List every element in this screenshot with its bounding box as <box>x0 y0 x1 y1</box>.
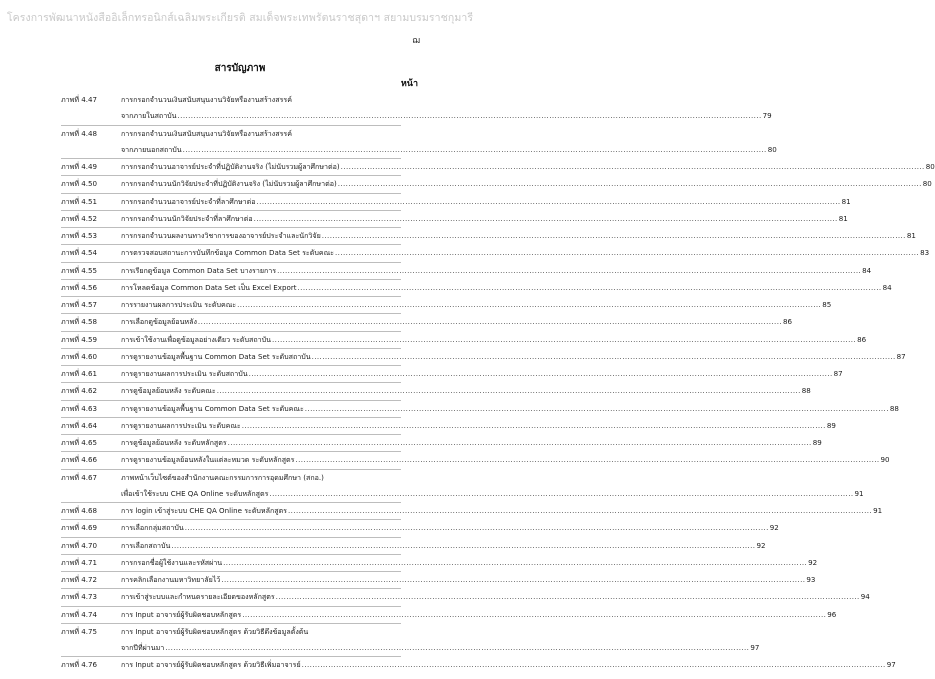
figure-caption-line <box>121 640 760 656</box>
figure-entry-line <box>61 418 836 434</box>
figure-caption-line <box>121 607 837 623</box>
figure-entry-line <box>61 538 766 554</box>
figure-label: ภาพที่ 4.51 <box>61 196 98 206</box>
figure-entry <box>61 348 906 365</box>
figure-label: ภาพที่ 4.57 <box>61 300 98 309</box>
figure-page-number: 80 <box>767 144 777 154</box>
figure-entry-line <box>61 194 851 210</box>
figure-entry <box>61 158 935 175</box>
figure-caption-line <box>121 657 896 673</box>
figure-page-number: 84 <box>882 282 892 292</box>
dot-leader: ............................................................................................................................................................................................................................ <box>272 334 857 344</box>
figure-caption-text: ภาพหน้าเว็บไซต์ของสำนักงานคณะกรรมการการอุดมศึกษา (สกอ.) <box>121 472 324 482</box>
figure-caption-text: การเข้าใช้งานเพื่อดูข้อมูลอย่างเดียว ระดับสถาบัน <box>121 334 272 344</box>
figure-caption-line <box>121 332 867 348</box>
figure-entry <box>61 331 867 348</box>
figure-entry-line <box>61 332 867 348</box>
page-number: ฌ <box>412 36 420 46</box>
figure-caption-text: การรายงานผลการประเมิน ระดับคณะ <box>121 300 237 309</box>
figure-entry <box>61 588 870 605</box>
figure-caption-line <box>121 228 916 244</box>
figure-entry-line <box>61 314 793 330</box>
figure-entry-line <box>61 228 916 244</box>
figure-caption-line <box>121 194 851 210</box>
figure-page-number: 91 <box>854 488 864 498</box>
figure-caption-text: การ Input อาจารย์ผู้รับผิดชอบหลักสูตร <box>121 609 242 619</box>
figure-entry-line <box>61 126 401 142</box>
figure-caption-line <box>121 520 779 536</box>
figure-page-number: 88 <box>801 386 811 396</box>
figure-label: ภาพที่ 4.50 <box>61 179 98 189</box>
figure-entry <box>61 175 932 192</box>
figure-entry-line <box>61 555 818 571</box>
figure-page-number: 81 <box>841 196 851 206</box>
figure-page-number: 93 <box>806 575 816 584</box>
figure-caption-text: การโหลดข้อมูล Common Data Set เป็น Excel Export <box>121 282 297 292</box>
figure-entry-line <box>61 366 843 382</box>
figure-caption-text: การกรอกจำนวนเงินสนับสนุนงานวิจัยหรืองานสร้างสรรค์ <box>121 95 292 104</box>
dot-leader: ............................................................................................................................................................................................................................ <box>275 592 860 602</box>
figure-entry <box>61 519 779 536</box>
figure-caption-line <box>121 297 832 313</box>
figure-caption-line <box>121 366 843 382</box>
figure-entry <box>61 606 837 623</box>
dot-leader: ............................................................................................................................................................................................................................ <box>288 506 873 515</box>
figure-label: ภาพที่ 4.76 <box>61 660 98 670</box>
page-title: สารบัญภาพ <box>214 63 266 74</box>
figure-label: ภาพที่ 4.47 <box>61 95 98 104</box>
figure-page-number: 92 <box>769 523 779 533</box>
figure-caption-line <box>121 92 401 108</box>
figure-caption-text: การดูรายงานผลการประเมิน ระดับคณะ <box>121 420 241 430</box>
figure-caption-text: การตรวจสอบสถานะการบันทึกข้อมูล Common Data Set ระดับคณะ <box>121 248 334 258</box>
figure-label: ภาพที่ 4.54 <box>61 248 98 258</box>
figure-caption-text: การคลิกเลือกงานมหาวิทยาลัยไว้ <box>121 575 221 584</box>
dot-leader: ............................................................................................................................................................................................................................ <box>197 317 782 327</box>
figure-caption-line <box>121 589 870 605</box>
figure-caption-text: จากภายนอกสถาบัน <box>121 144 182 154</box>
figure-entry-line <box>61 263 872 279</box>
figure-caption-text: การกรอกจำนวนอาจารย์ประจำที่ปฏิบัติงานจริง (ไม่นับรวมผู้ลาศึกษาต่อ) <box>121 162 340 171</box>
figure-label: ภาพที่ 4.64 <box>61 420 98 430</box>
figure-caption-line <box>121 159 935 175</box>
figure-page-number: 85 <box>822 300 832 309</box>
dot-leader: ............................................................................................................................................................................................................................ <box>241 420 826 430</box>
figure-entry-line <box>61 349 906 365</box>
figure-entry <box>61 502 883 519</box>
figure-label: ภาพที่ 4.68 <box>61 506 98 515</box>
figure-label: ภาพที่ 4.53 <box>61 231 98 240</box>
dot-leader: ............................................................................................................................................................................................................................ <box>171 540 756 550</box>
figure-page-number: 81 <box>838 213 848 223</box>
figure-label: ภาพที่ 4.58 <box>61 317 98 327</box>
figure-caption-text: การเลือกสถาบัน <box>121 540 171 550</box>
figure-label: ภาพที่ 4.75 <box>61 626 98 636</box>
figure-page-number: 96 <box>827 609 837 619</box>
dot-leader: ............................................................................................................................................................................................................................ <box>237 300 822 309</box>
figure-page-number: 81 <box>906 231 916 240</box>
figure-page-number: 94 <box>860 592 870 602</box>
figure-list <box>61 92 935 674</box>
figure-entry-line <box>61 657 896 673</box>
figure-caption-text: การ login เข้าสู่ระบบ CHE QA Online ระดับหลักสูตร <box>121 506 287 515</box>
dot-leader: ............................................................................................................................................................................................................................ <box>297 282 882 292</box>
figure-entry <box>61 451 890 468</box>
figure-caption-text: การเลือกกลุ่มสถาบัน <box>121 523 184 533</box>
figure-entry <box>61 210 848 227</box>
figure-caption-line <box>121 503 883 519</box>
dot-leader: ............................................................................................................................................................................................................................ <box>337 179 922 189</box>
figure-entry-line <box>61 108 772 124</box>
figure-caption-text: การ Input อาจารย์ผู้รับผิดชอบหลักสูตร ด้วยวิธีเพิ่มอาจารย์ <box>121 660 301 670</box>
figure-entry <box>61 656 896 673</box>
dot-leader: ............................................................................................................................................................................................................................ <box>334 248 920 258</box>
figure-label: ภาพที่ 4.66 <box>61 455 98 465</box>
figure-caption-line <box>121 245 930 261</box>
figure-caption-text: การกรอกจำนวนผลงานทางวิชาการของอาจารย์ประจำและนักวิจัย <box>121 231 321 240</box>
figure-page-number: 97 <box>750 643 760 652</box>
figure-label: ภาพที่ 4.72 <box>61 575 98 584</box>
dot-leader: ............................................................................................................................................................................................................................ <box>216 386 801 396</box>
figure-entry-line <box>61 520 779 536</box>
dot-leader: ............................................................................................................................................................................................................................ <box>311 351 896 361</box>
figure-page-number: 97 <box>886 660 896 670</box>
figure-entry <box>61 227 916 244</box>
figure-entry-line <box>61 572 816 588</box>
figure-caption-text: การดูรายงานข้อมูลพื้นฐาน Common Data Set ระดับคณะ <box>121 403 304 413</box>
dot-leader: ............................................................................................................................................................................................................................ <box>242 609 827 619</box>
figure-entry <box>61 125 777 159</box>
figure-entry <box>61 244 930 261</box>
figure-caption-text: การกรอกจำนวนนักวิจัยประจำที่ปฏิบัติงานจริง (ไม่นับรวมผู้ลาศึกษาต่อ) <box>121 179 337 189</box>
figure-label: ภาพที่ 4.49 <box>61 162 98 171</box>
page-column-label: หน้า <box>400 79 418 89</box>
figure-caption-line <box>121 108 772 124</box>
figure-caption-line <box>121 211 848 227</box>
figure-caption-text: การดูข้อมูลย้อนหลัง ระดับคณะ <box>121 386 216 396</box>
figure-page-number: 88 <box>889 403 899 413</box>
figure-page-number: 92 <box>756 540 766 550</box>
figure-caption-line <box>121 383 811 399</box>
figure-entry <box>61 469 864 503</box>
figure-entry <box>61 554 818 571</box>
figure-page-number: 87 <box>833 369 843 378</box>
dot-leader: ............................................................................................................................................................................................................................ <box>277 265 862 275</box>
figure-label: ภาพที่ 4.56 <box>61 282 98 292</box>
figure-page-number: 79 <box>762 111 772 121</box>
dot-leader: ............................................................................................................................................................................................................................ <box>177 111 762 121</box>
dot-leader: ............................................................................................................................................................................................................................ <box>182 144 767 154</box>
figure-caption-text: การกรอกจำนวนนักวิจัยประจำที่ลาศึกษาต่อ <box>121 213 253 223</box>
figure-caption-text: การ Input อาจารย์ผู้รับผิดชอบหลักสูตร ด้วยวิธีดึงข้อมูลตั้งต้น <box>121 626 309 636</box>
figure-caption-line <box>121 624 401 640</box>
dot-leader: ............................................................................................................................................................................................................................ <box>340 162 925 171</box>
figure-label: ภาพที่ 4.55 <box>61 265 98 275</box>
figure-caption-line <box>121 572 816 588</box>
figure-page-number: 86 <box>857 334 867 344</box>
figure-entry-line <box>61 486 864 502</box>
figure-page-number: 86 <box>783 317 793 327</box>
figure-caption-line <box>121 418 836 434</box>
figure-page-number: 80 <box>925 162 935 171</box>
figure-label: ภาพที่ 4.63 <box>61 403 98 413</box>
figure-caption-line <box>121 142 777 158</box>
figure-entry-line <box>61 245 930 261</box>
figure-caption-text: เพื่อเข้าใช้ระบบ CHE QA Online ระดับหลักสูตร <box>121 488 269 498</box>
dot-leader: ............................................................................................................................................................................................................................ <box>304 403 889 413</box>
figure-entry-line <box>61 92 401 108</box>
figure-page-number: 84 <box>862 265 872 275</box>
figure-entry <box>61 262 872 279</box>
figure-entry-line <box>61 142 777 158</box>
figure-entry-line <box>61 640 760 656</box>
figure-label: ภาพที่ 4.52 <box>61 213 98 223</box>
header-watermark: โครงการพัฒนาหนังสืออิเล็กทรอนิกส์เฉลิมพระเกียรติ สมเด็จพระเทพรัตนราชสุดาฯ สยามบรมราชกุมารี <box>6 12 474 24</box>
figure-entry <box>61 434 822 451</box>
figure-caption-line <box>121 452 890 468</box>
figure-entry <box>61 400 899 417</box>
figure-caption-line <box>121 435 822 451</box>
figure-label: ภาพที่ 4.71 <box>61 557 98 567</box>
figure-entry-line <box>61 589 870 605</box>
figure-entry-line <box>61 503 883 519</box>
figure-label: ภาพที่ 4.67 <box>61 472 98 482</box>
figure-label: ภาพที่ 4.70 <box>61 540 98 550</box>
figure-page-number: 80 <box>922 179 932 189</box>
dot-leader: ............................................................................................................................................................................................................................ <box>253 213 838 223</box>
figure-caption-line <box>121 263 872 279</box>
figure-entry-line <box>61 401 899 417</box>
figure-entry-line <box>61 624 401 640</box>
figure-caption-line <box>121 470 401 486</box>
figure-entry-line <box>61 470 401 486</box>
figure-label: ภาพที่ 4.73 <box>61 592 98 602</box>
figure-entry-line <box>61 159 935 175</box>
figure-entry <box>61 92 772 125</box>
figure-entry <box>61 279 892 296</box>
dot-leader: ............................................................................................................................................................................................................................ <box>221 575 806 584</box>
figure-caption-text: การดูรายงานผลการประเมิน ระดับสถาบัน <box>121 369 248 378</box>
figure-page-number: 92 <box>808 557 818 567</box>
figure-entry-line <box>61 383 811 399</box>
figure-label: ภาพที่ 4.62 <box>61 386 98 396</box>
dot-leader: ............................................................................................................................................................................................................................ <box>256 196 841 206</box>
figure-label: ภาพที่ 4.65 <box>61 438 98 447</box>
figure-caption-text: การดูรายงานข้อมูลพื้นฐาน Common Data Set ระดับสถาบัน <box>121 351 311 361</box>
figure-caption-line <box>121 314 793 330</box>
figure-caption-line <box>121 280 892 296</box>
figure-caption-text: การกรอกจำนวนอาจารย์ประจำที่ลาศึกษาต่อ <box>121 196 256 206</box>
figure-page-number: 83 <box>920 248 930 258</box>
figure-entry <box>61 193 851 210</box>
dot-leader: ............................................................................................................................................................................................................................ <box>295 455 880 465</box>
figure-entry-line <box>61 297 832 313</box>
figure-caption-text: จากภายในสถาบัน <box>121 111 177 121</box>
dot-leader: ............................................................................................................................................................................................................................ <box>184 523 769 533</box>
figure-caption-text: การเข้าสู่ระบบและกำหนดรายละเอียดของหลักสูตร <box>121 592 275 602</box>
figure-caption-line <box>121 126 401 142</box>
figure-caption-text: การเลือกดูข้อมูลย้อนหลัง <box>121 317 197 327</box>
figure-caption-text: การกรอกชื่อผู้ใช้งานและรหัสผ่าน <box>121 557 223 567</box>
figure-caption-text: การดูข้อมูลย้อนหลัง ระดับหลักสูตร <box>121 438 227 447</box>
figure-caption-line <box>121 555 818 571</box>
figure-page-number: 87 <box>896 351 906 361</box>
figure-caption-line <box>121 349 906 365</box>
figure-entry <box>61 313 793 330</box>
figure-label: ภาพที่ 4.59 <box>61 334 98 344</box>
dot-leader: ............................................................................................................................................................................................................................ <box>248 369 833 378</box>
figure-entry-line <box>61 435 822 451</box>
dot-leader: ............................................................................................................................................................................................................................ <box>223 557 808 567</box>
figure-caption-text: การกรอกจำนวนเงินสนับสนุนงานวิจัยหรืองานสร้างสรรค์ <box>121 128 292 138</box>
figure-entry <box>61 417 836 434</box>
figure-page-number: 91 <box>873 506 883 515</box>
figure-caption-text: การดูรายงานข้อมูลย้อนหลังในแต่ละหมวด ระดับหลักสูตร <box>121 455 295 465</box>
figure-label: ภาพที่ 4.60 <box>61 351 98 361</box>
dot-leader: ............................................................................................................................................................................................................................ <box>165 643 750 652</box>
figure-entry <box>61 571 816 588</box>
figure-entry <box>61 365 843 382</box>
figure-caption-line <box>121 401 899 417</box>
figure-caption-text: จากปีที่ผ่านมา <box>121 643 165 652</box>
figure-entry <box>61 296 832 313</box>
dot-leader: ............................................................................................................................................................................................................................ <box>301 660 886 670</box>
dot-leader: ............................................................................................................................................................................................................................ <box>227 438 812 447</box>
figure-caption-line <box>121 176 932 192</box>
figure-page-number: 89 <box>826 420 836 430</box>
figure-label: ภาพที่ 4.74 <box>61 609 98 619</box>
figure-entry-line <box>61 280 892 296</box>
figure-entry <box>61 623 760 657</box>
dot-leader: ............................................................................................................................................................................................................................ <box>269 488 854 498</box>
figure-page-number: 89 <box>812 438 822 447</box>
figure-entry-line <box>61 452 890 468</box>
figure-caption-line <box>121 486 864 502</box>
figure-caption-text: การเรียกดูข้อมูล Common Data Set บางรายการ <box>121 265 277 275</box>
figure-label: ภาพที่ 4.61 <box>61 369 98 378</box>
figure-entry-line <box>61 176 932 192</box>
dot-leader: ............................................................................................................................................................................................................................ <box>321 231 906 240</box>
figure-entry <box>61 537 766 554</box>
figure-page-number: 90 <box>880 455 890 465</box>
figure-caption-line <box>121 538 766 554</box>
figure-entry-line <box>61 211 848 227</box>
figure-label: ภาพที่ 4.48 <box>61 128 98 138</box>
figure-label: ภาพที่ 4.69 <box>61 523 98 533</box>
figure-entry-line <box>61 607 837 623</box>
figure-entry <box>61 382 811 399</box>
